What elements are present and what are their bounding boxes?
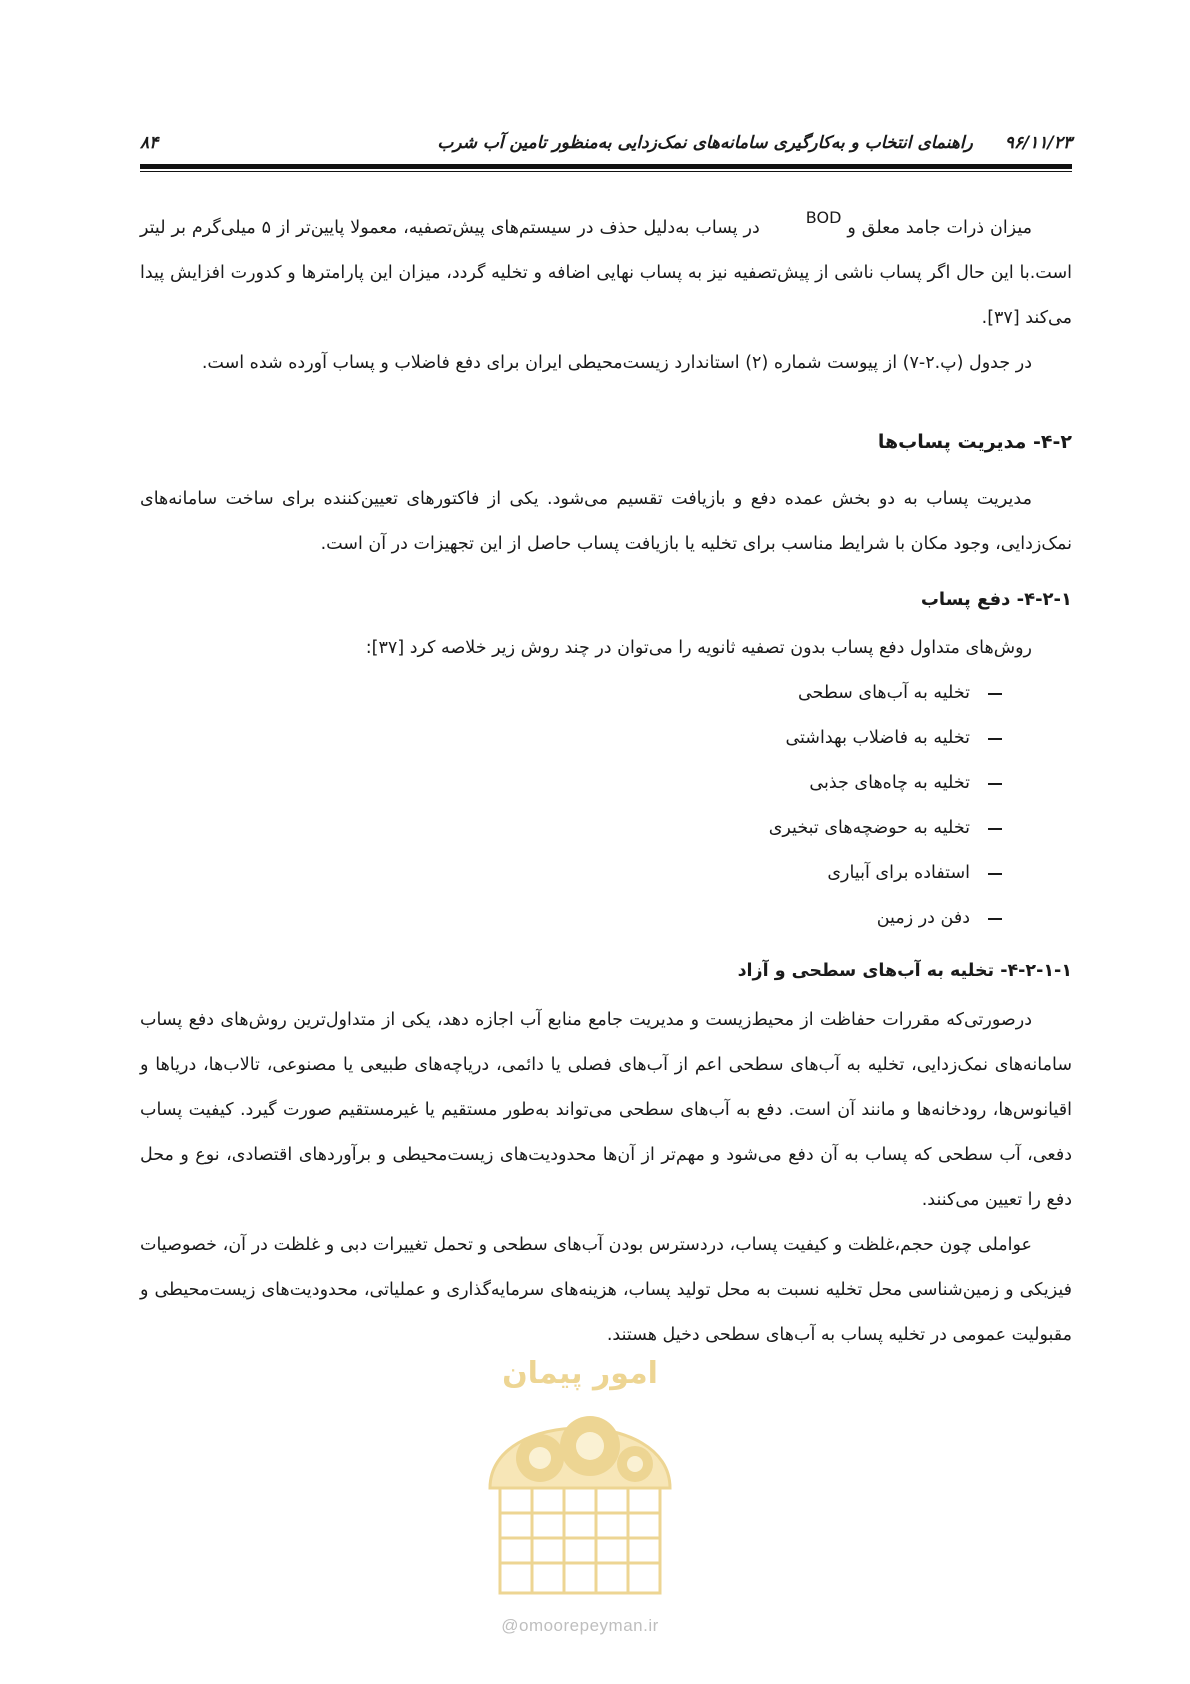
section-heading-4-2-1: ۴-۲-۱- دفع پساب [920,589,1072,610]
paragraph-1 [140,205,1072,341]
dash-bullet-icon [988,918,1002,920]
paragraph-3: مدیریت پساب به دو بخش عمده دفع و بازیافت تقسیم می‌شود. یکی از فاکتورهای تعیین‌کننده برای ساخت سامانه‌های نمک‌زدایی، وجود مکان با شرایط مناسب برای تخلیه یا بازیافت پساب حاصل از این تجهیزات در آن است. [140,489,1072,554]
bod-label: BOD [805,208,842,227]
watermark-logo-text: امور پیمان [502,1356,658,1391]
list-item-text: تخلیه به فاضلاب بهداشتی [785,728,970,748]
list-item [140,896,1002,941]
page-content [140,205,1072,1358]
paragraph-6: عواملی چون حجم،غلظت و کیفیت پساب، دردسترس بودن آب‌های سطحی و تحمل تغییرات دبی و غلظت در آن، خصوصیات فیزیکی و زمین‌شناسی محل تخلیه نسبت به محل تولید پساب، هزینه‌های سرمایه‌گذاری و عملیاتی، محدودیت‌های زیست‌محیطی و مقبولیت عمومی در تخلیه پساب به آب‌های سطحی دخیل هستند. [140,1235,1072,1345]
list-item [140,671,1002,716]
section-heading-4-2: ۴-۲- مدیریت پساب‌ها [877,431,1072,453]
watermark-logo-icon [460,1338,700,1608]
list-item-text: تخلیه به چاه‌های جذبی [809,773,970,793]
list-item [140,851,1002,896]
list-item [140,761,1002,806]
watermark [460,1338,700,1638]
header-date: ۹۶/۱۱/۲۳ [1004,133,1072,153]
page-number: ۸۴ [140,133,159,153]
list-item-text: دفن در زمین [876,908,970,928]
paragraph-2: در جدول (پ.۲-۷) از پیوست شماره (۲) استاندارد زیست‌محیطی ایران برای دفع فاضلاب و پساب آورده شده است. [201,353,1032,373]
paragraph-1-start: میزان ذرات جامد معلق و [847,218,1032,238]
dash-bullet-icon [988,828,1002,830]
list-item-text: تخلیه به آب‌های سطحی [797,683,970,703]
dash-bullet-icon [988,738,1002,740]
dash-bullet-icon [988,873,1002,875]
watermark-site: omoorepeyman.ir [518,1616,659,1635]
paragraph-4: روش‌های متداول دفع پساب بدون تصفیه ثانویه را می‌توان در چند روش زیر خلاصه کرد [۳۷]: [365,638,1032,658]
header-rule-thin [140,171,1072,172]
header-title: راهنمای انتخاب و به‌کارگیری سامانه‌های نمک‌زدایی به‌منظور تامین آب شرب [437,133,973,153]
list-item [140,806,1002,851]
paragraph-5: درصورتی‌که مقررات حفاظت از محیط‌زیست و مدیریت جامع منابع آب اجازه دهد، یکی از متداول‌ترین روش‌های دفع پساب سامانه‌های نمک‌زدایی، تخلیه به آب‌های سطحی اعم از آب‌های فصلی یا دائمی، دریاچه‌های طبیعی یا مصنوعی، تالاب‌ها، دریاها و اقیانوس‌ها، رودخانه‌ها و مانند آن است. دفع به آب‌های سطحی می‌تواند به‌طور مستقیم یا غیرمستقیم صورت گیرد. کیفیت پساب دفعی، آب سطحی که پساب به آن دفع می‌شود و مهم‌تر از آن‌ها محدودیت‌های زیست‌محیطی و برآوردهای اقتصادی، نوع و محل دفع را تعیین می‌کنند. [140,1010,1072,1210]
section-heading-4-2-1-1: ۴-۲-۱-۱- تخلیه به آب‌های سطحی و آزاد [737,961,1072,981]
dash-bullet-icon [988,693,1002,695]
dash-bullet-icon [988,783,1002,785]
header-right-group [437,133,1072,153]
disposal-methods-list [140,671,1072,941]
page-header [140,128,1072,158]
list-item [140,716,1002,761]
header-rule-thick [140,164,1072,169]
list-item-text: تخلیه به حوضچه‌های تبخیری [768,818,970,838]
watermark-site-text: @omoorepeyman.ir [501,1616,659,1635]
paragraph-1-rest: در پساب به‌دلیل حذف در سیستم‌های پیش‌تصفیه، معمولا پایین‌تر از ۵ میلی‌گرم بر لیتر است.با این حال اگر پساب ناشی از پیش‌تصفیه نیز به پساب نهایی اضافه و تخلیه گردد، میزان این پارامترها و کدورت افزایش پیدا می‌کند [۳۷]. [140,218,1072,328]
list-item-text: استفاده برای آبیاری [827,863,970,883]
